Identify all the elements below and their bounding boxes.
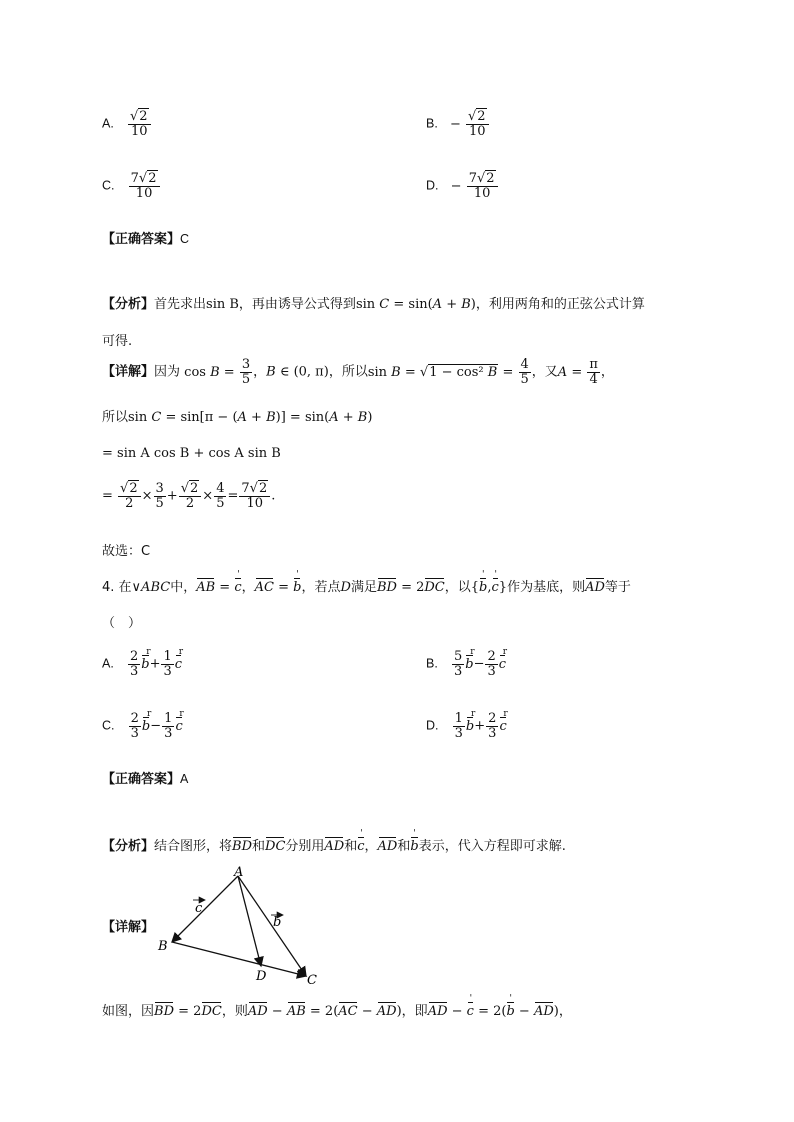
math-sinC-eq: sin C = sin(A + B) — [355, 297, 476, 312]
answer-value: A — [180, 772, 189, 786]
math-BD-2DC: BD = 2DC — [154, 1004, 222, 1019]
option-fraction: $\frac{7√2}{10}$ — [129, 172, 160, 200]
label-vec-b: b — [273, 915, 282, 930]
analysis-text: 和 — [344, 839, 358, 854]
q4-option-b: B. $\frac{5}{3}$ b r− $\frac{2}{3}$ c r — [426, 650, 506, 678]
option-label: D. — [426, 178, 439, 193]
stem-text: 4. 在 — [102, 580, 132, 595]
q3-choose: 故选：C — [102, 544, 151, 559]
math-sinB: sin B — [206, 297, 239, 312]
label-B: B — [158, 939, 168, 954]
analysis-text: ，再由诱导公式得到 — [238, 297, 356, 312]
q3-analysis-cont — [102, 330, 132, 349]
q3-option-c — [102, 172, 161, 200]
side-AB — [172, 876, 238, 942]
option-label: C. — [102, 718, 115, 733]
q3-line-result: = $\frac{√2}{2}$ × $\frac{3}{5}$ + $\frac{√2}{2}$ × $\frac{4}{5}$ = $\frac{7√2}{10}$ . — [102, 481, 276, 511]
math-BD-eq: BD = 2DC — [376, 580, 445, 595]
analysis-text: 分别用 — [285, 839, 325, 854]
stem-text: ，以 — [444, 580, 471, 595]
option-label: A. — [102, 116, 114, 131]
math-AD-AB: AD − AB = 2(AC − AD) — [247, 1004, 402, 1019]
q3-analysis — [102, 293, 645, 312]
stem-text: 等于 — [604, 580, 631, 595]
label-A: A — [234, 865, 244, 880]
triangle-name: ∨ABC — [131, 580, 171, 595]
stem-text: ，若点 — [301, 580, 341, 595]
answer-tag: 【正确答案】 — [102, 772, 181, 787]
detail-text: ，则 — [221, 1004, 248, 1019]
q4-option-a: A. $\frac{2}{3}$ b r+ $\frac{1}{3}$ c r — [102, 650, 182, 678]
math-cosB: cos B = $\frac{3}{5}$ — [184, 357, 251, 387]
math-AB-eq-c: AB = c '，AC = b ' — [196, 580, 301, 595]
side-AD — [238, 876, 261, 966]
label-vec-c: c — [195, 901, 203, 916]
detail-tag: 【详解】 — [102, 364, 155, 380]
option-label: D. — [426, 718, 439, 733]
q4-analysis: 【分析】结合图形，将BD和DC分别用AD和c '，AD和b '表示，代入方程即可求解. — [102, 835, 566, 854]
analysis-text: 可得. — [102, 334, 133, 349]
analysis-tag: 【分析】 — [102, 297, 155, 312]
math-A-value: A = $\frac{\pi}{4}$ — [557, 357, 598, 387]
math-sinC-expand: sin C = sin[π − (A + B)] = sin(A + B) — [128, 410, 373, 425]
math-sinB-value: sin B = √1 − cos² B = $\frac{4}{5}$ — [367, 357, 529, 387]
q4-answer — [102, 768, 188, 787]
q3-option-a — [102, 110, 152, 138]
stem-text: 作为基底，则 — [507, 580, 586, 595]
analysis-text: 和 — [397, 839, 411, 854]
detail-text: ，即 — [401, 1004, 428, 1019]
q3-answer — [102, 228, 189, 247]
q3-detail: 【详解】因为 cos B = $\frac{3}{5}$ ，B ∈ (0, π)，所以sin B = √1 − cos² B = $\frac{4}{5}$ ，又A = $\frac{\pi}{4}$ ， — [102, 357, 614, 387]
q3-line-sinC — [102, 406, 372, 425]
detail-text: 如图，因 — [102, 1004, 155, 1019]
math-B-range: B ∈ (0, π) — [266, 364, 329, 380]
option-label: C. — [102, 178, 115, 193]
stem-text: 满足 — [350, 580, 377, 595]
detail-text: ，又 — [531, 364, 558, 380]
analysis-text: 结合图形，将 — [154, 839, 233, 854]
analysis-text: 首先求出 — [154, 297, 207, 312]
option-fraction: $\frac{√2}{10}$ — [466, 110, 489, 138]
answer-value: C — [180, 232, 190, 246]
detail-text: 因为 — [154, 364, 181, 380]
answer-tag: 【正确答案】 — [102, 232, 181, 247]
analysis-text: ， — [364, 839, 378, 854]
analysis-tag: 【分析】 — [102, 839, 155, 854]
option-fraction: $\frac{√2}{10}$ — [128, 110, 151, 138]
triangle-figure — [150, 860, 330, 992]
analysis-text: 表示，代入方程即可求解. — [418, 839, 566, 854]
math-AD-c: AD − c ' = 2(b ' − AD)， — [428, 1004, 572, 1019]
analysis-text: ，利用两角和的正弦公式计算 — [475, 297, 645, 312]
q4-option-c: C. $\frac{2}{3}$ b r− $\frac{1}{3}$ c r — [102, 712, 183, 740]
label-C: C — [307, 973, 317, 988]
detail-text: 所以 — [102, 410, 129, 425]
q4-option-d: D. $\frac{1}{3}$ b r+ $\frac{2}{3}$ c r — [426, 712, 507, 740]
math-basis: {b ',c '} — [471, 580, 507, 595]
q4-stem — [102, 576, 631, 595]
label-D: D — [256, 969, 267, 984]
q4-detail-tag: 【详解】 — [102, 920, 155, 935]
option-label: B. — [426, 116, 438, 131]
analysis-text: 和 — [252, 839, 266, 854]
q3-option-b — [426, 110, 490, 138]
q3-line-sum: = sin A cos B + cos A sin B — [102, 446, 281, 461]
stem-text: 中， — [170, 580, 197, 595]
minus-sign: − — [449, 116, 461, 132]
option-label: A. — [102, 656, 114, 671]
q3-option-d — [426, 172, 499, 200]
option-fraction: $\frac{7√2}{10}$ — [467, 172, 498, 200]
minus-sign: − — [450, 178, 462, 194]
q4-last-line — [102, 1000, 572, 1019]
point-D: D — [340, 580, 351, 595]
math-AD: AD — [585, 580, 605, 595]
q4-paren: （ ） — [102, 616, 142, 631]
option-label: B. — [426, 656, 438, 671]
detail-text: ，所以 — [328, 364, 368, 380]
